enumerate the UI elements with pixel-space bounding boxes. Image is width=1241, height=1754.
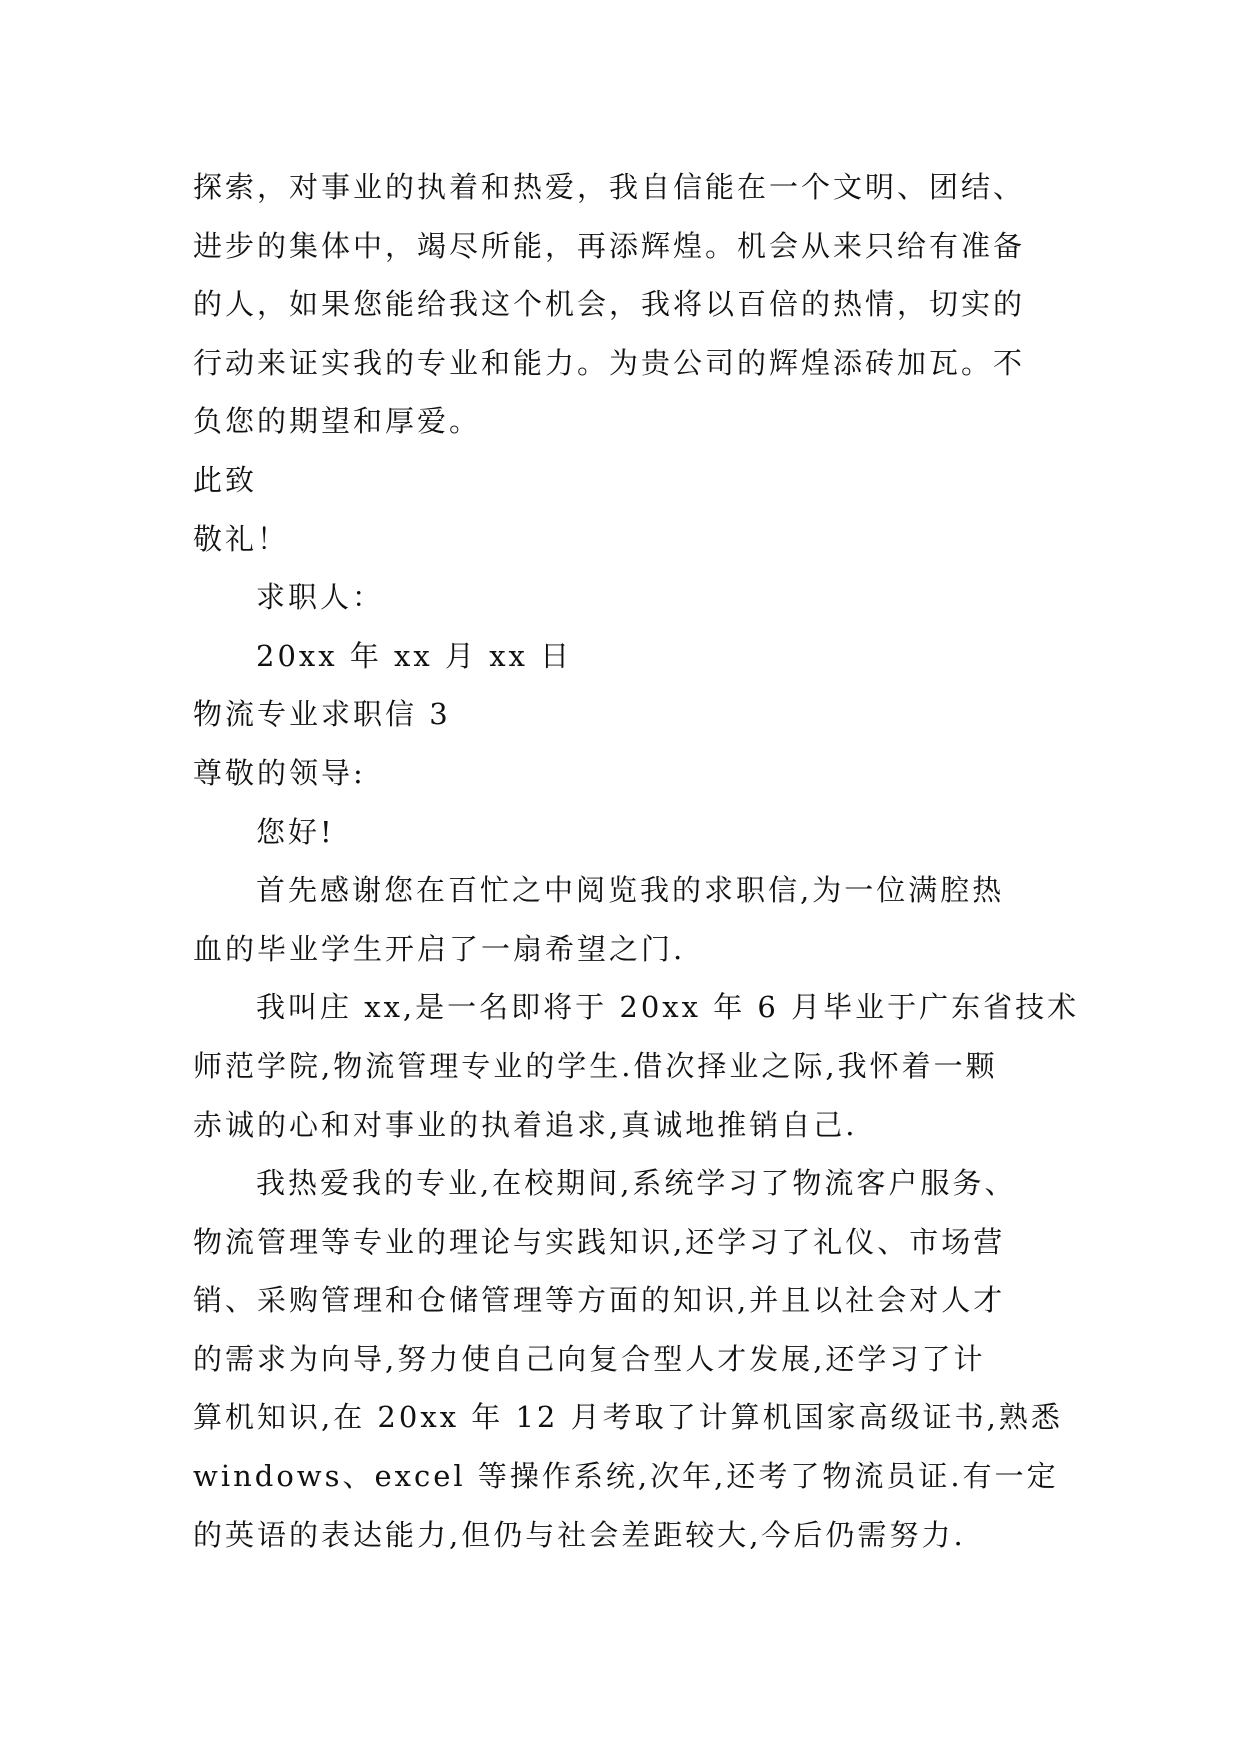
text-line: 尊敬的领导: xyxy=(193,755,366,790)
text-line: 销、采购管理和仓储管理等方面的知识,并且以社会对人才 xyxy=(193,1283,1006,1318)
text-line: 血的毕业学生开启了一扇希望之门. xyxy=(193,931,686,966)
text-line: 您好! xyxy=(256,814,335,849)
text-line: windows、excel 等操作系统,次年,还考了物流员证.有一定 xyxy=(193,1459,1059,1494)
text-line: 赤诚的心和对事业的执着追求,真诚地推销自己. xyxy=(193,1107,858,1142)
text-line: 进步的集体中，竭尽所能，再添辉煌。机会从来只给有准备 xyxy=(193,228,1026,263)
text-line: 的英语的表达能力,但仍与社会差距较大,今后仍需努力. xyxy=(193,1517,966,1552)
text-line: 我热爱我的专业,在校期间,系统学习了物流客户服务、 xyxy=(256,1166,1017,1201)
text-line: 20xx 年 xx 月 xx 日 xyxy=(256,638,573,673)
text-line: 敬礼！ xyxy=(193,521,290,556)
text-line: 我叫庄 xx,是一名即将于 20xx 年 6 月毕业于广东省技术 xyxy=(256,990,1080,1025)
text-line: 行动来证实我的专业和能力。为贵公司的辉煌添砖加瓦。不 xyxy=(193,345,1026,380)
text-line: 求职人： xyxy=(256,580,385,615)
text-line: 负您的期望和厚爱。 xyxy=(193,404,482,439)
text-line: 探索，对事业的执着和热爱，我自信能在一个文明、团结、 xyxy=(193,170,1026,204)
text-line: 此致 xyxy=(193,462,258,497)
text-line: 物流管理等专业的理论与实践知识,还学习了礼仪、市场营 xyxy=(193,1224,1006,1259)
text-line: 首先感谢您在百忙之中阅览我的求职信,为一位满腔热 xyxy=(256,873,1005,908)
text-line: 的需求为向导,努力使自己向复合型人才发展,还学习了计 xyxy=(193,1341,986,1376)
text-line: 算机知识,在 20xx 年 12 月考取了计算机国家高级证书,熟悉 xyxy=(193,1400,1063,1435)
text-line: 物流专业求职信 3 xyxy=(193,697,451,732)
letter-body xyxy=(193,158,1080,1564)
text-line: 师范学院,物流管理专业的学生.借次择业之际,我怀着一颗 xyxy=(193,1048,998,1083)
text-line: 的人，如果您能给我这个机会，我将以百倍的热情，切实的 xyxy=(193,287,1026,322)
